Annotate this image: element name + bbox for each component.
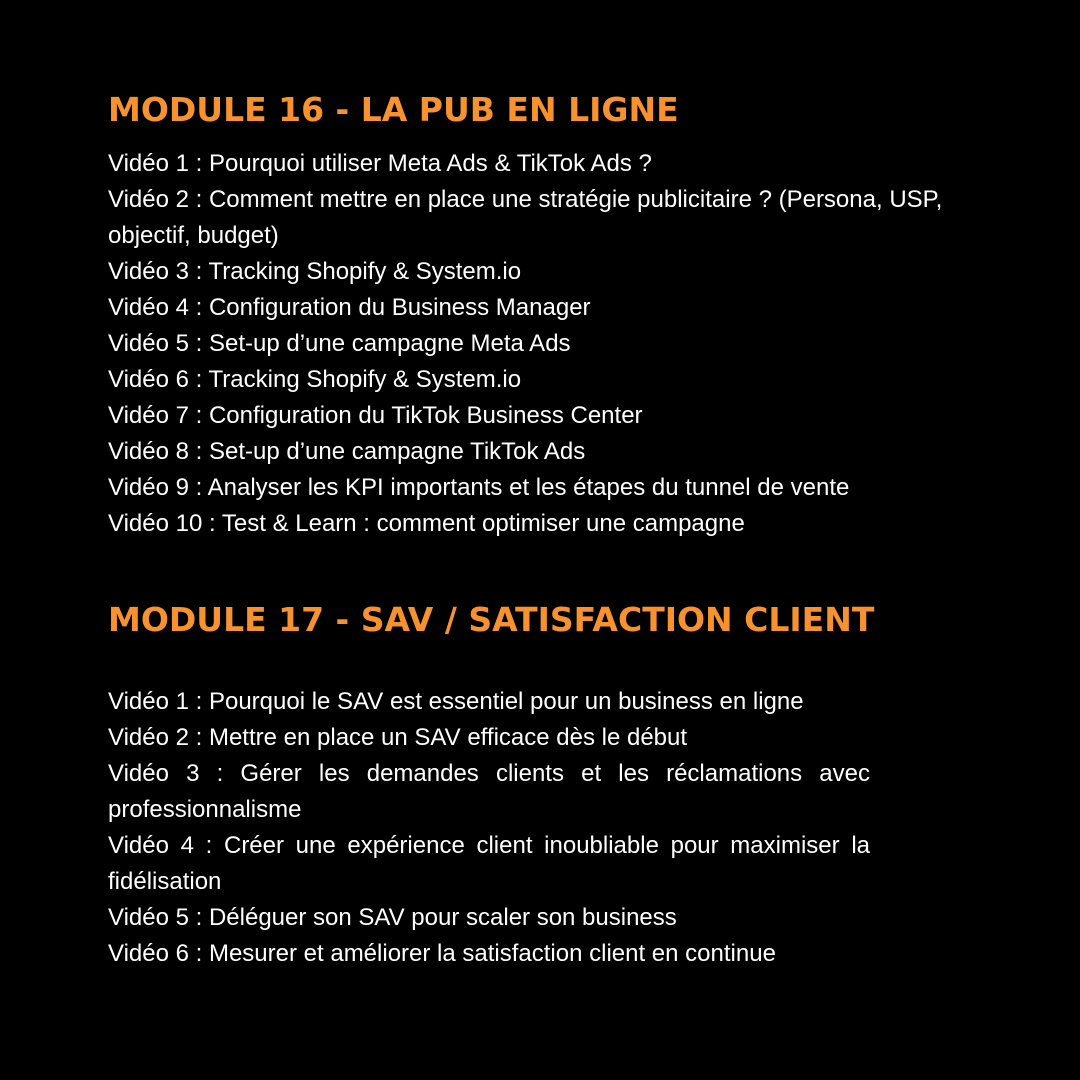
video-item: Vidéo 1 : Pourquoi utiliser Meta Ads & TikTok Ads ?	[108, 150, 652, 177]
video-item: Vidéo 3 : Tracking Shopify & System.io	[108, 258, 522, 285]
video-item: Vidéo 2 : Comment mettre en place une stratégie publicitaire ? (Persona, USP, objectif, budget)	[108, 186, 943, 249]
video-item: Vidéo 10 : Test & Learn : comment optimiser une campagne	[108, 510, 745, 537]
video-item: Vidéo 7 : Configuration du TikTok Business Center	[108, 402, 643, 429]
video-item: Vidéo 2 : Mettre en place un SAV efficace dès le début	[108, 724, 688, 751]
video-item: Vidéo 4 : Créer une expérience client inoubliable pour maximiser la fidélisation	[108, 832, 870, 895]
module-17-video-list	[108, 684, 870, 972]
module-16-video-list	[108, 146, 958, 542]
module-16-title: MODULE 16 - LA PUB EN LIGNE	[108, 90, 679, 129]
video-item: Vidéo 9 : Analyser les KPI importants et les étapes du tunnel de vente	[108, 474, 850, 501]
video-item: Vidéo 4 : Configuration du Business Manager	[108, 294, 591, 321]
video-item: Vidéo 1 : Pourquoi le SAV est essentiel pour un business en ligne	[108, 688, 804, 715]
module-16-section	[108, 84, 958, 542]
video-item: Vidéo 6 : Tracking Shopify & System.io	[108, 366, 522, 393]
video-item: Vidéo 5 : Déléguer son SAV pour scaler son business	[108, 904, 677, 931]
video-item: Vidéo 8 : Set-up d’une campagne TikTok Ads	[108, 438, 586, 465]
module-17-title: MODULE 17 - SAV / SATISFACTION CLIENT	[108, 600, 875, 639]
video-item: Vidéo 5 : Set-up d’une campagne Meta Ads	[108, 330, 571, 357]
video-item: Vidéo 6 : Mesurer et améliorer la satisfaction client en continue	[108, 940, 776, 967]
module-17-section	[108, 594, 875, 972]
video-item: Vidéo 3 : Gérer les demandes clients et les réclamations avec professionnalisme	[108, 760, 870, 823]
